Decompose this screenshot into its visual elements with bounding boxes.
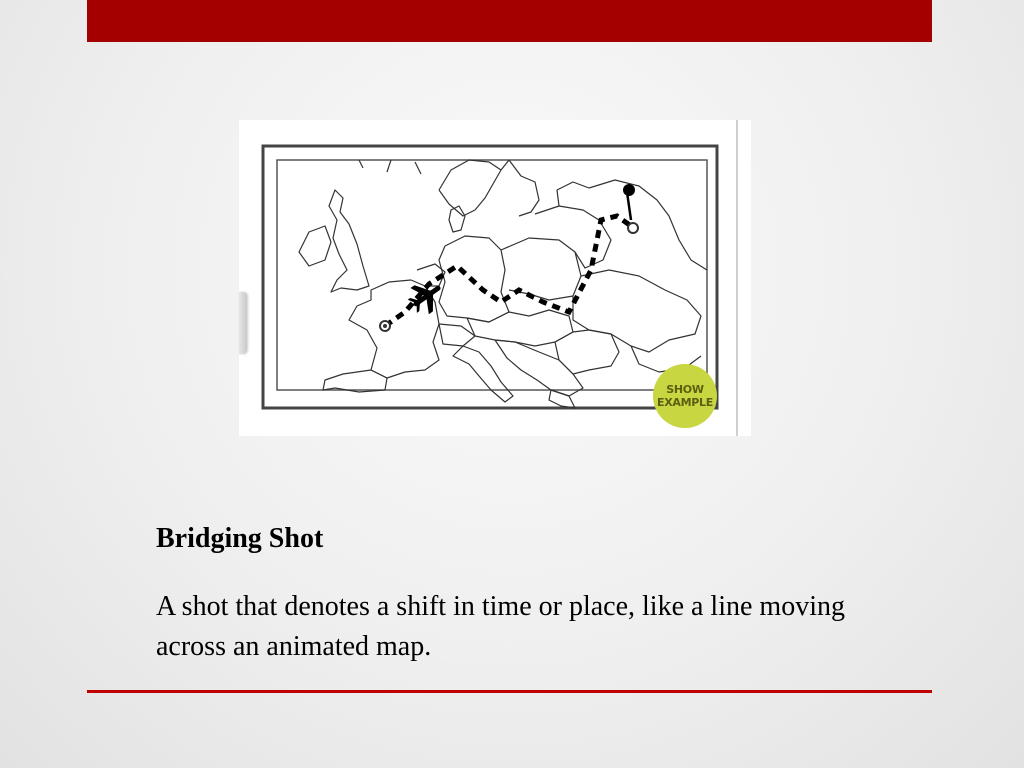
slide-heading: Bridging Shot — [156, 523, 324, 554]
map-outer-border — [263, 146, 717, 408]
slide-nav-tab[interactable] — [239, 292, 247, 354]
slide-text — [156, 521, 846, 667]
show-example-label-line1: SHOW — [666, 383, 704, 396]
country-outlines — [299, 160, 707, 408]
show-example-label-line2: EXAMPLE — [657, 396, 713, 409]
footer-rule — [87, 690, 932, 693]
slide-body: A shot that denotes a shift in time or place, like a line moving across an animated map. — [156, 591, 845, 662]
end-point-marker — [628, 223, 638, 233]
show-example-button[interactable] — [653, 364, 717, 428]
map-pin-icon — [623, 184, 635, 196]
title-accent-bar — [87, 0, 932, 42]
